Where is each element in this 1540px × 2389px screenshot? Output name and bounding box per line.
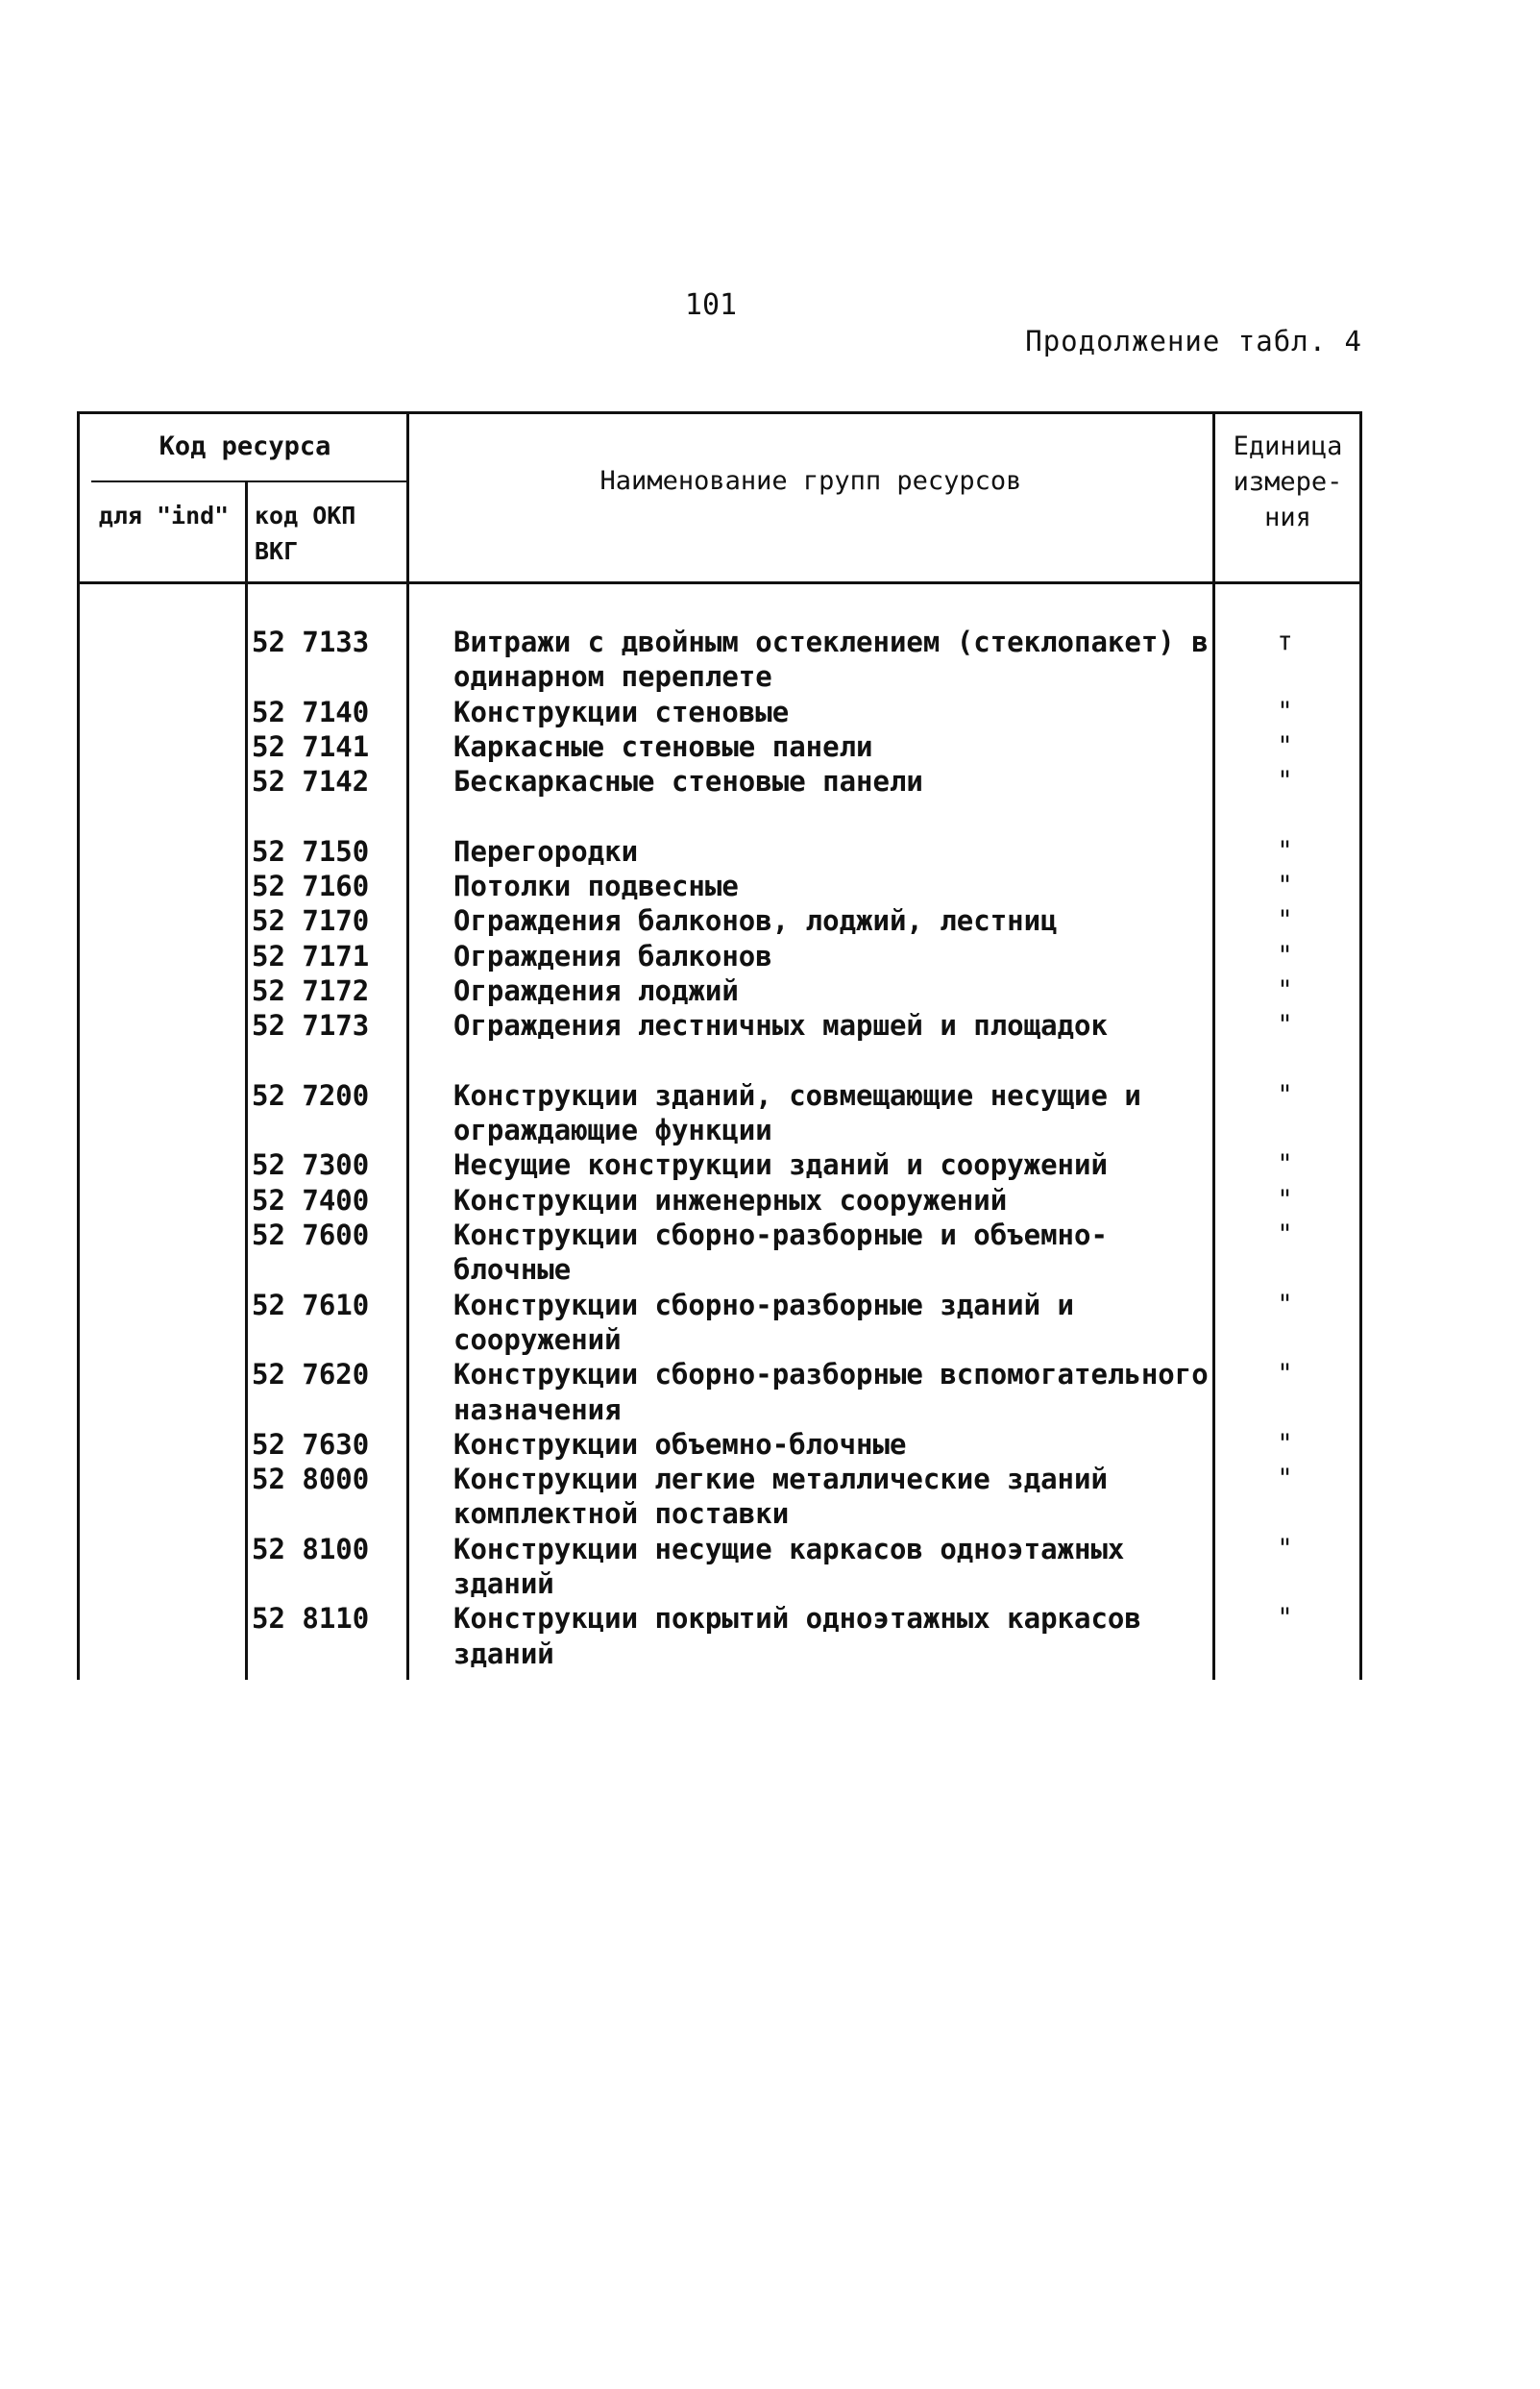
row-code: 52 7170 [252,904,370,938]
row-code: 52 7160 [252,870,370,903]
row-unit: " [1277,1010,1293,1041]
ind-header: для "ind" [98,502,230,530]
row-code: 52 7400 [252,1183,370,1217]
row-code: 52 8110 [252,1602,370,1636]
row-unit: " [1277,835,1293,866]
row-name: Конструкции объемно-блочные [453,1427,907,1461]
row-code: 52 7200 [252,1078,370,1112]
row-unit: " [1277,1219,1293,1250]
row-unit: " [1277,1533,1293,1564]
row-name: Конструкции сборно-разборные зданий и сооружений [453,1288,1075,1356]
row-code: 52 8000 [252,1463,370,1496]
left-border [77,411,80,1680]
row-name: Конструкции стеновые [453,695,790,728]
row-unit: " [1277,1149,1293,1180]
row-code: 52 7171 [252,939,370,973]
row-name: Перегородки [453,834,639,868]
row-unit: " [1277,905,1293,936]
row-code: 52 7300 [252,1148,370,1182]
unit-column [1215,625,1355,1671]
row-unit: " [1277,1079,1293,1110]
okp-code-header: код ОКП ВКГ [255,502,356,565]
row-unit: " [1277,1464,1293,1494]
row-code: 52 7133 [252,626,370,658]
row-name: Ограждения балконов [453,939,772,973]
row-code: 52 7140 [252,695,370,728]
page-number: 101 [684,288,738,322]
row-name: Ограждения балконов, лоджий, лестниц [453,904,1058,938]
row-spacer [252,1044,405,1078]
row-name: Витражи с двойным остеклением (стеклопакет) в одинарном переплете [453,626,1209,694]
header-bottom-border [77,581,1362,584]
row-name: Конструкции сборно-разборные вспомогательного назначения [453,1358,1209,1426]
row-code: 52 7173 [252,1009,370,1043]
row-name: Конструкции несущие каркасов одноэтажных зданий [453,1532,1125,1601]
row-spacer [252,799,405,833]
table-caption: Продолжение табл. 4 [1025,325,1362,357]
row-code: 52 7141 [252,729,370,763]
row-unit: " [1277,1428,1293,1459]
row-unit: " [1277,871,1293,901]
row-name: Ограждения лестничных маршей и площадок [453,1009,1108,1043]
row-spacer [453,799,1212,833]
row-name: Конструкции инженерных сооружений [453,1183,1008,1217]
row-code: 52 7610 [252,1288,370,1321]
table-top-border [77,411,1362,414]
row-name: Каркасные стеновые панели [453,729,873,763]
row-code: 52 7600 [252,1219,370,1252]
row-unit: " [1277,766,1293,797]
unit-header: Единица измере- ния [1233,431,1343,532]
row-name: Потолки подвесные [453,870,739,903]
ind-column-divider [245,480,248,1680]
row-code: 52 7630 [252,1427,370,1461]
row-code: 52 7172 [252,973,370,1007]
row-name: Конструкции покрытий одноэтажных каркасов зданий [453,1602,1141,1670]
row-unit: " [1277,1289,1293,1319]
row-unit: " [1277,940,1293,971]
row-unit: " [1277,730,1293,761]
row-code: 52 8100 [252,1532,370,1565]
group-name-header: Наименование групп ресурсов [599,466,1022,496]
resource-code-header: Код ресурса [159,431,331,461]
row-unit: т [1277,627,1293,656]
row-spacer [1215,799,1355,833]
row-code: 52 7620 [252,1358,370,1392]
row-name: Конструкции зданий, совмещающие несущие и ограждающие функции [453,1078,1141,1147]
row-unit: " [1277,1603,1293,1634]
row-name: Ограждения лоджий [453,973,739,1007]
row-name: Конструкции легкие металлические зданий комплектной поставки [453,1463,1108,1531]
row-name: Несущие конструкции зданий и сооружений [453,1148,1108,1182]
name-column [453,625,1212,1671]
row-name: Бескаркасные стеновые панели [453,765,923,799]
right-border [1359,411,1362,1680]
row-spacer [1215,1044,1355,1078]
code-column-divider [406,411,409,1680]
row-unit: " [1277,1359,1293,1390]
row-code: 52 7150 [252,834,370,868]
code-column [252,625,405,1671]
row-name: Конструкции сборно-разборные и объемно-блочные [453,1219,1108,1287]
header-split-line [91,480,408,482]
row-unit: " [1277,974,1293,1005]
row-code: 52 7142 [252,765,370,799]
row-unit: " [1277,1184,1293,1215]
row-spacer [453,1044,1212,1078]
row-unit: " [1277,696,1293,727]
